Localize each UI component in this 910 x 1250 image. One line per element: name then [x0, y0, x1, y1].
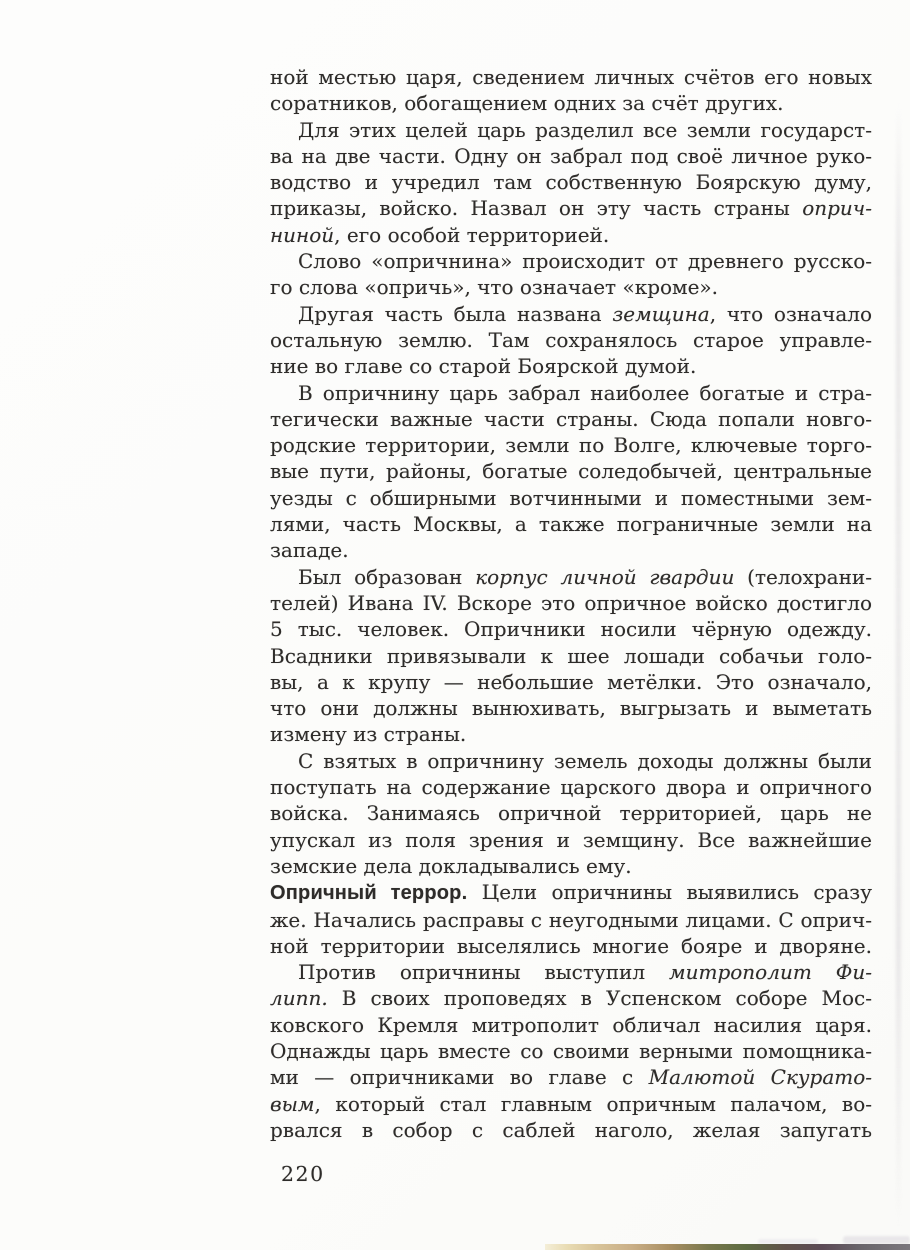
body-text: родские территории, земли по Волге, ключевые торго-	[270, 433, 872, 458]
text-line	[270, 380, 872, 406]
page-edge-shadow	[896, 100, 901, 1230]
text-line	[270, 1012, 872, 1038]
text-line	[270, 90, 872, 116]
text-block	[270, 64, 872, 1143]
text-line	[270, 590, 872, 616]
text-line	[270, 511, 872, 537]
text-line	[270, 907, 872, 933]
body-text: же. Начались расправы с неугодными лицами. С оприч-	[270, 907, 872, 932]
body-text: что они должны вынюхивать, выгрызать и выметать	[270, 696, 872, 721]
text-line	[270, 432, 872, 458]
body-text: ние во главе со старой Боярской думой.	[270, 354, 697, 379]
body-text: ми — опричниками во главе с	[270, 1065, 649, 1090]
italic-term: вым	[270, 1091, 315, 1116]
italic-term: ниной	[270, 222, 335, 247]
body-text: телей) Ивана IV. Вскоре это опричное войско достигло	[270, 590, 872, 615]
body-text: измену из страны.	[270, 722, 467, 747]
body-text: ной территории выселялись многие бояре и дворяне.	[270, 933, 872, 958]
italic-term: земщина	[612, 301, 710, 326]
text-line	[270, 669, 872, 695]
body-text: вые пути, районы, богатые соледобычей, центральные	[270, 459, 872, 484]
scan-edge-strip	[545, 1244, 910, 1250]
body-text: ной местью царя, сведением личных счётов его новых	[270, 65, 872, 89]
text-line	[270, 616, 872, 642]
text-line	[270, 695, 872, 721]
body-text: остальную землю. Там сохранялось старое управле-	[270, 327, 872, 352]
body-text: ковского Кремля митрополит обличал насилия царя.	[270, 1012, 872, 1037]
text-line	[270, 485, 872, 511]
text-line	[270, 169, 872, 195]
body-text: водство и учредил там собственную Боярскую думу,	[270, 170, 872, 195]
text-line	[270, 222, 872, 248]
page-number: 220	[281, 1162, 325, 1186]
text-line	[270, 748, 872, 774]
body-text: поступать на содержание царского двора и опричного	[270, 775, 872, 800]
text-line	[270, 248, 872, 274]
text-line	[270, 327, 872, 353]
text-line	[270, 721, 872, 747]
body-text: В своих проповедях в Успенском соборе Мос-	[327, 986, 872, 1011]
text-line	[270, 117, 872, 143]
text-line	[270, 933, 872, 959]
text-line	[270, 406, 872, 432]
body-text: Другая часть была названа	[298, 301, 613, 326]
body-text: Для этих целей царь разделил все земли государст-	[298, 117, 872, 142]
body-text: Цели опричнины выявились сразу	[467, 880, 872, 905]
text-line	[270, 64, 872, 90]
text-line	[270, 1117, 872, 1143]
body-text: , его особой территорией.	[334, 222, 610, 247]
body-text: приказы, войско. Назвал он эту часть страны	[270, 196, 803, 221]
body-text: В опричнину царь забрал наиболее богатые и стра-	[298, 380, 872, 405]
italic-term: корпус личной гвардии	[475, 564, 735, 589]
body-text: ва на две части. Одну он забрал под своё личное руко-	[270, 143, 872, 168]
text-line	[270, 195, 872, 221]
italic-term: митрополит Фи-	[669, 960, 872, 985]
body-text: , что означало	[709, 301, 872, 326]
body-text: соратников, обогащением одних за счёт других.	[270, 91, 784, 116]
text-line	[270, 643, 872, 669]
italic-term: Малютой Скурато-	[648, 1065, 873, 1090]
text-line	[270, 879, 872, 906]
text-line	[270, 959, 872, 985]
italic-term: липп.	[270, 986, 328, 1011]
text-line	[270, 274, 872, 300]
body-text: Слово «опричнина» происходит от древнего русско-	[298, 249, 872, 274]
text-line	[270, 774, 872, 800]
run-in-heading: Опричный террор.	[270, 882, 468, 905]
text-line	[270, 1091, 872, 1117]
body-text: Однажды царь вместе со своими верными помощника-	[270, 1038, 872, 1063]
scan-smudge	[843, 1236, 910, 1244]
body-text: С взятых в опричнину земель доходы должны были	[298, 748, 872, 773]
body-text: Был образован	[298, 564, 476, 589]
text-line	[270, 143, 872, 169]
text-line	[270, 853, 872, 879]
body-text: войска. Занимаясь опричной территорией, царь не	[270, 801, 872, 826]
body-text: рвался в собор с саблей наголо, желая запугать	[270, 1117, 872, 1142]
body-text: Против опричнины выступил	[298, 960, 670, 985]
body-text: (телохрани-	[734, 564, 873, 589]
body-text: Всадники привязывали к шее лошади собачьи голо-	[270, 643, 872, 668]
text-line	[270, 458, 872, 484]
text-line	[270, 353, 872, 379]
text-line	[270, 827, 872, 853]
body-text: лями, часть Москвы, а также пограничные земли на	[270, 512, 872, 537]
text-line	[270, 301, 872, 327]
text-line	[270, 1038, 872, 1064]
body-text: вы, а к крупу — небольшие метёлки. Это означало,	[270, 669, 872, 694]
body-text: западе.	[270, 538, 349, 563]
text-line	[270, 985, 872, 1011]
body-text: тегически важные части страны. Сюда попали новго-	[270, 406, 872, 431]
body-text: 5 тыс. человек. Опричники носили чёрную одежду.	[270, 617, 872, 642]
body-text: уезды с обширными вотчинными и поместными зем-	[270, 485, 872, 510]
body-text: земские дела докладывались ему.	[270, 853, 632, 878]
text-line	[270, 1064, 872, 1090]
body-text: , который стал главным опричным палачом, во-	[314, 1091, 872, 1116]
text-line	[270, 800, 872, 826]
body-text: упускал из поля зрения и земщину. Все важнейшие	[270, 827, 872, 852]
body-text: го слова «опричь», что означает «кроме».	[270, 275, 719, 300]
text-line	[270, 564, 872, 590]
italic-term: оприч-	[802, 196, 872, 221]
text-line	[270, 537, 872, 563]
